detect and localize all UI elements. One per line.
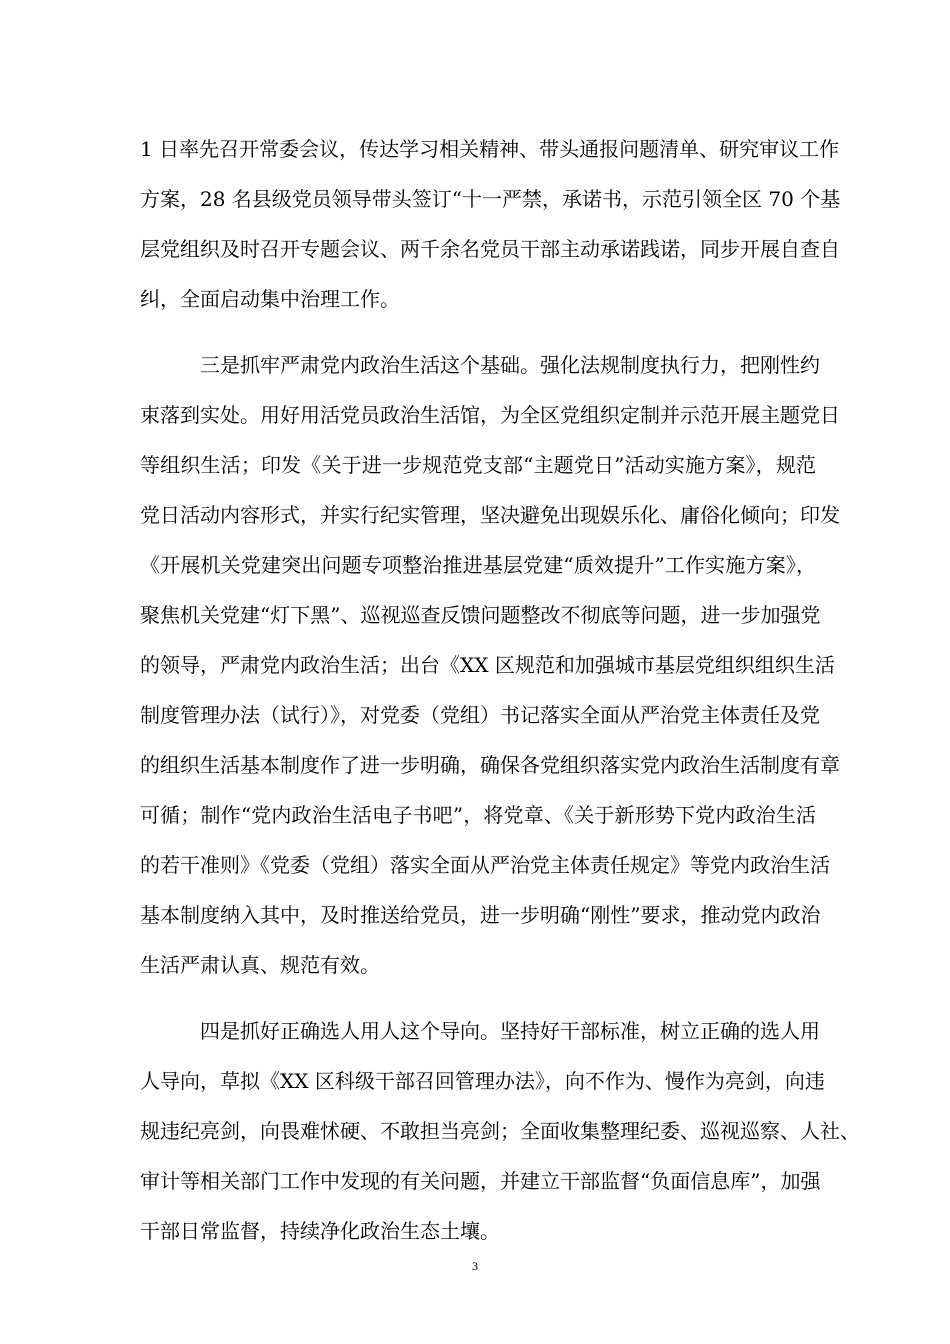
text-line: 《开展机关党建突出问题专项整治推进基层党建“质效提升”工作实施方案》，	[140, 553, 816, 577]
text-line: 三是抓牢严肃党内政治生活这个基础。强化法规制度执行力，把刚性约	[200, 353, 820, 377]
text-line: 的组织生活基本制度作了进一步明确，确保各党组织落实党内政治生活制度有章	[140, 753, 840, 777]
text-line: 四是抓好正确选人用人这个导向。坚持好干部标准，树立正确的选人用	[200, 1019, 820, 1043]
text-line: 规违纪亮剑，向畏难怵硬、不敢担当亮剑；全面收集整理纪委、巡视巡察、人社、	[140, 1119, 860, 1143]
document-body	[140, 124, 860, 1256]
text-line: 生活严肃认真、规范有效。	[140, 953, 380, 977]
text-line: 党日活动内容形式，并实行纪实管理，坚决避免出现娱乐化、庸俗化倾向；印发	[140, 503, 840, 527]
text-line: 制度管理办法（试行）》，对党委（党组）书记落实全面从严治党主体责任及党	[140, 703, 820, 727]
text-line: 基本制度纳入其中，及时推送给党员，进一步明确“刚性”要求，推动党内政治	[140, 903, 821, 927]
text-line: 可循；制作“党内政治生活电子书吧”，将党章、《关于新形势下党内政治生活	[140, 803, 816, 827]
text-line: 层党组织及时召开专题会议、两千余名党员干部主动承诺践诺，同步开展自查自	[140, 237, 840, 261]
page-number: 3	[472, 1259, 478, 1273]
text-line: 1 日率先召开常委会议，传达学习相关精神、带头通报问题清单、研究审议工作	[140, 137, 840, 161]
text-line: 审计等相关部门工作中发现的有关问题，并建立干部监督“负面信息库”，加强	[140, 1169, 821, 1193]
text-line: 聚焦机关党建“灯下黑”、巡视巡查反馈问题整改不彻底等问题，进一步加强党	[140, 603, 821, 627]
text-line: 纠，全面启动集中治理工作。	[140, 287, 400, 311]
text-line: 方案，28 名县级党员领导带头签订“十一严禁，承诺书，示范引领全区 70 个基	[140, 187, 841, 211]
text-line: 的领导，严肃党内政治生活；出台《XX 区规范和加强城市基层党组织组织生活	[140, 653, 835, 677]
paragraph-3	[140, 1006, 860, 1256]
text-line: 的若干准则》《党委（党组）落实全面从严治党主体责任规定》等党内政治生活	[140, 853, 830, 877]
text-line: 等组织生活；印发《关于进一步规范党支部“主题党日”活动实施方案》，规范	[140, 453, 816, 477]
paragraph-2	[140, 340, 840, 990]
paragraph-1	[140, 124, 841, 324]
text-line: 束落到实处。用好用活党员政治生活馆，为全区党组织定制并示范开展主题党日	[140, 403, 840, 427]
text-line: 干部日常监督，持续净化政治生态土壤。	[140, 1219, 500, 1243]
text-line: 人导向，草拟《XX 区科级干部召回管理办法》，向不作为、慢作为亮剑，向违	[140, 1069, 825, 1093]
